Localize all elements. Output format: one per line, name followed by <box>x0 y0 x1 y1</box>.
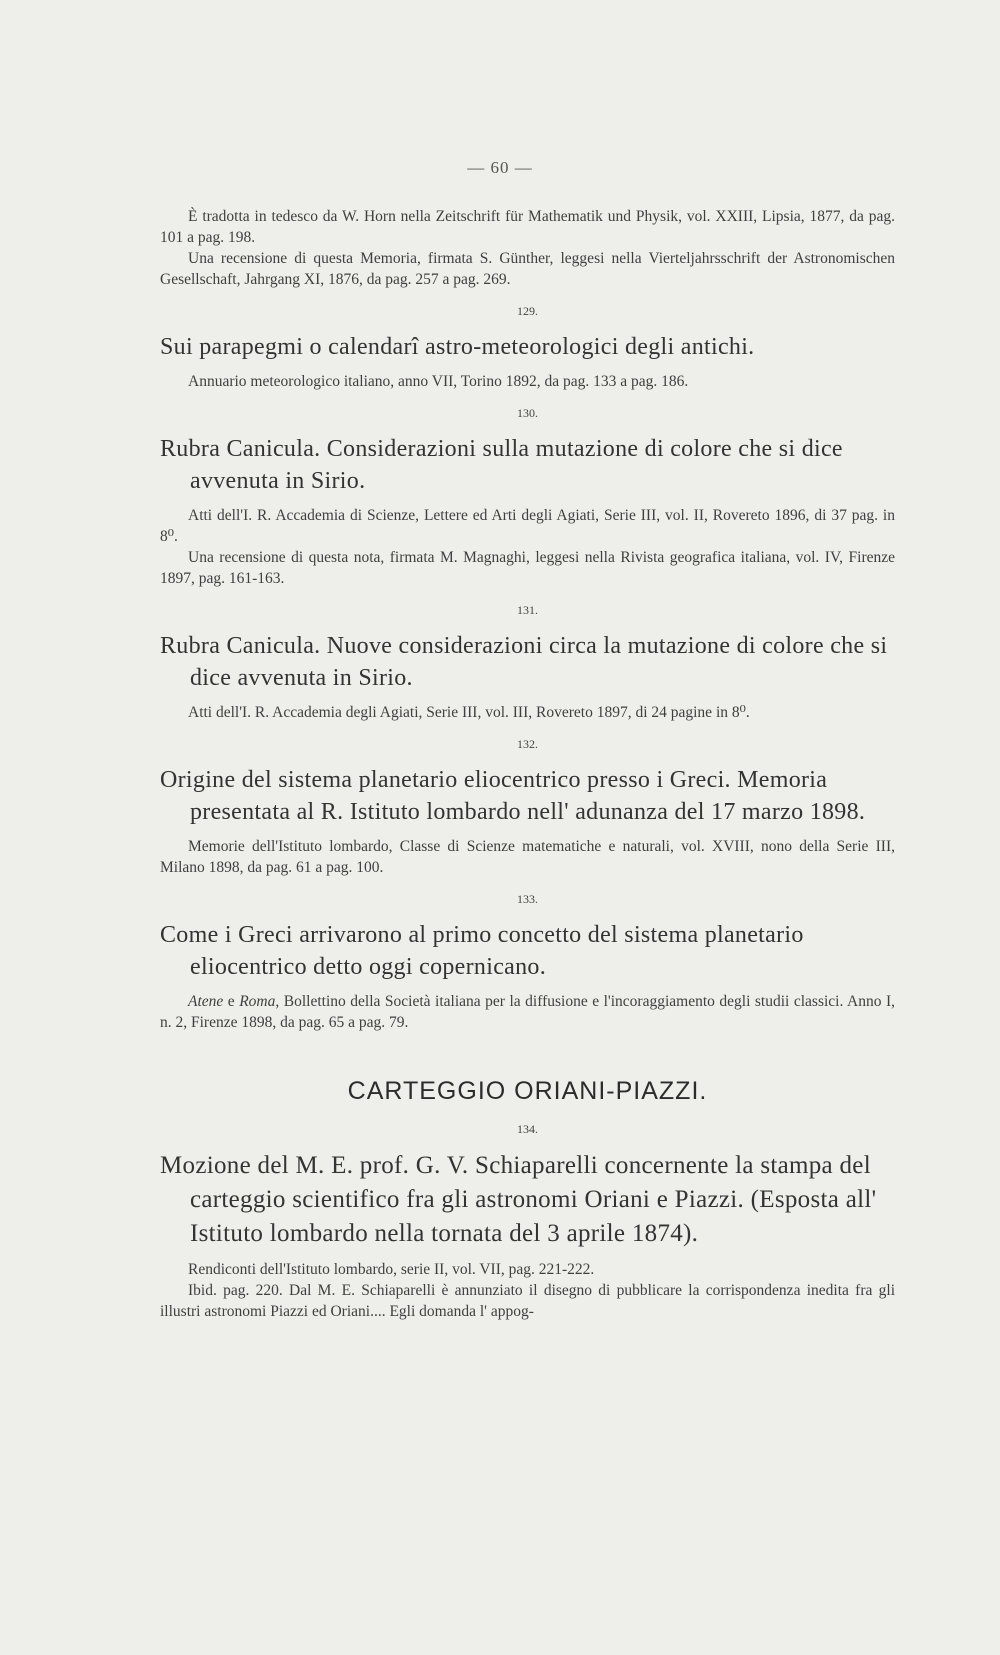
entry-title: Rubra Canicula. Nuove considerazioni circa la mutazione di colore che si dice avvenuta in Sirio. <box>160 633 888 691</box>
entry-note: Annuario meteorologico italiano, anno VII, Torino 1892, da pag. 133 a pag. 186. <box>188 373 689 390</box>
intro-paragraph-2: Una recensione di questa Memoria, firmata S. Günther, leggesi nella Vierteljahrsschrift der Astronomischen Gesellschaft, Jahrgang XI, 1876, da pag. 257 a pag. 269. <box>160 250 895 288</box>
journal-name-roma: Roma <box>239 993 276 1010</box>
entry-title: Mozione del M. E. prof. G. V. Schiaparelli concernente la stampa del carteggio scientifico fra gli astronomi Oriani e Piazzi. (Esposta all' Istituto lombardo nella tornata del 3 aprile 1874). <box>160 1152 877 1247</box>
entry-note: Ibid. pag. 220. Dal M. E. Schiaparelli è annunziato il disegno di pubblicare la corrispondenza inedita fra gli illustri astronomi Piazzi ed Oriani.... Egli domanda l' appog- <box>160 1282 895 1320</box>
journal-name-atene: Atene <box>188 993 224 1010</box>
entry-note: Rendiconti dell'Istituto lombardo, serie II, vol. VII, pag. 221-222. <box>188 1261 595 1278</box>
entry-number: 132. <box>517 737 538 751</box>
entry-note: Memorie dell'Istituto lombardo, Classe di Scienze matematiche e naturali, vol. XVIII, nono della Serie III, Milano 1898, da pag. 61 a pag. 100. <box>160 838 895 876</box>
entry-note: Atene e Roma, Bollettino della Società italiana per la diffusione e l'incoraggiamento degli studii classici. Anno I, n. 2, Firenze 1898, da pag. 65 a pag. 79. <box>160 993 895 1031</box>
entry-number: 129. <box>517 304 538 318</box>
entry-note: Una recensione di questa nota, firmata M. Magnaghi, leggesi nella Rivista geografica italiana, vol. IV, Firenze 1897, pag. 161-163. <box>160 549 895 587</box>
entry-title: Rubra Canicula. Considerazioni sulla mutazione di colore che si dice avvenuta in Sirio. <box>160 436 843 494</box>
intro-paragraph-1: È tradotta in tedesco da W. Horn nella Zeitschrift für Mathematik und Physik, vol. XXIII, Lipsia, 1877, da pag. 101 a pag. 198. <box>160 208 895 246</box>
entry-note: Atti dell'I. R. Accademia di Scienze, Lettere ed Arti degli Agiati, Serie III, vol. II, Rovereto 1896, di 37 pag. in 8⁰. <box>160 507 895 545</box>
section-title: CARTEGGIO ORIANI-PIAZZI. <box>347 1077 708 1105</box>
entry-title: Origine del sistema planetario eliocentrico presso i Greci. Memoria presentata al R. Istituto lombardo nell' adunanza del 17 marzo 1898. <box>160 767 866 825</box>
entry-number: 133. <box>517 892 538 906</box>
entry-number: 134. <box>517 1122 538 1136</box>
entry-title: Sui parapegmi o calendarî astro-meteorologici degli antichi. <box>160 334 755 360</box>
entry-note: Atti dell'I. R. Accademia degli Agiati, Serie III, vol. III, Rovereto 1897, di 24 pagine in 8⁰. <box>188 704 750 721</box>
text-column <box>160 0 895 1322</box>
entry-number: 130. <box>517 406 538 420</box>
entry-title: Come i Greci arrivarono al primo concetto del sistema planetario eliocentrico detto oggi copernicano. <box>160 922 804 980</box>
page-number: — 60 — <box>467 158 533 177</box>
entry-number: 131. <box>517 603 538 617</box>
